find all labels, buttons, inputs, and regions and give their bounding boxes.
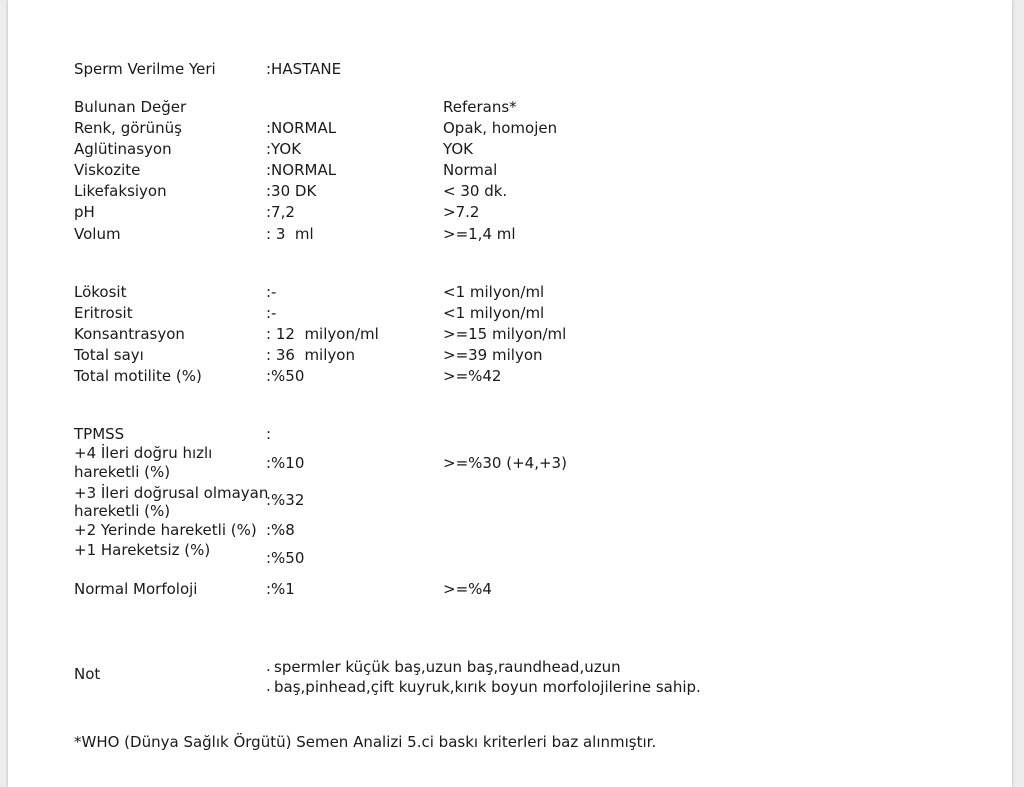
row-reference: Normal bbox=[443, 161, 498, 179]
grade1-label: +1 Hareketsiz (%) bbox=[74, 541, 211, 559]
row-label: Konsantrasyon bbox=[74, 325, 185, 343]
row-reference: >=39 milyon bbox=[443, 346, 543, 364]
row-reference: < 30 dk. bbox=[443, 182, 508, 200]
row-label: Eritrosit bbox=[74, 304, 133, 322]
row-value: :NORMAL bbox=[266, 161, 337, 179]
grade3-label-line1: +3 İleri doğrusal olmayan bbox=[74, 484, 269, 502]
row-value: : 36 milyon bbox=[266, 346, 355, 364]
grade2-value: :%8 bbox=[266, 521, 295, 539]
row-reference: >7.2 bbox=[443, 203, 480, 221]
document-page bbox=[8, 0, 1012, 787]
note-label: Not bbox=[74, 665, 101, 683]
grade4-reference: >=%30 (+4,+3) bbox=[443, 454, 567, 472]
row-value: :7,2 bbox=[266, 203, 295, 221]
grade4-value: :%10 bbox=[266, 454, 305, 472]
row-label: Total motilite (%) bbox=[74, 367, 202, 385]
row-reference: YOK bbox=[443, 140, 473, 158]
tpmss-value: : bbox=[266, 425, 272, 443]
row-reference: <1 milyon/ml bbox=[443, 304, 545, 322]
row-label: Aglütinasyon bbox=[74, 140, 172, 158]
row-reference: Opak, homojen bbox=[443, 119, 558, 137]
row-value: : 3 ml bbox=[266, 225, 314, 243]
footnote: *WHO (Dünya Sağlık Örgütü) Semen Analizi 5.ci baskı kriterleri baz alınmıştır. bbox=[74, 733, 657, 751]
grade3-value: :%32 bbox=[266, 491, 305, 509]
row-value: :%50 bbox=[266, 367, 305, 385]
row-label: Volum bbox=[74, 225, 121, 243]
note-text: spermler küçük baş,uzun baş,raundhead,uzun baş,pinhead,çift kuyruk,kırık boyun morfolojilerine sahip. bbox=[274, 658, 701, 696]
found-value-header: Bulunan Değer bbox=[74, 98, 187, 116]
grade2-label: +2 Yerinde hareketli (%) bbox=[74, 521, 257, 539]
row-reference: <1 milyon/ml bbox=[443, 283, 545, 301]
grade3-label-line2: hareketli (%) bbox=[74, 502, 171, 520]
row-value: :- bbox=[266, 304, 277, 322]
morphology-label: Normal Morfoloji bbox=[74, 580, 198, 598]
row-label: Total sayı bbox=[74, 346, 144, 364]
morphology-value: :%1 bbox=[266, 580, 295, 598]
row-label: Viskozite bbox=[74, 161, 141, 179]
grade4-label-line2: hareketli (%) bbox=[74, 463, 171, 481]
row-value: :- bbox=[266, 283, 277, 301]
row-value: :YOK bbox=[266, 140, 302, 158]
note-colon: . . bbox=[266, 657, 271, 695]
row-label: Likefaksiyon bbox=[74, 182, 167, 200]
morphology-reference: >=%4 bbox=[443, 580, 492, 598]
grade1-value: :%50 bbox=[266, 549, 305, 567]
row-value: :30 DK bbox=[266, 182, 317, 200]
row-label: Lökosit bbox=[74, 283, 127, 301]
row-label: Renk, görünüş bbox=[74, 119, 182, 137]
tpmss-label: TPMSS bbox=[74, 425, 125, 443]
row-reference: >=1,4 ml bbox=[443, 225, 516, 243]
row-reference: >=15 milyon/ml bbox=[443, 325, 567, 343]
reference-header: Referans* bbox=[443, 98, 517, 116]
row-value: :NORMAL bbox=[266, 119, 337, 137]
row-label: pH bbox=[74, 203, 95, 221]
row-value: : 12 milyon/ml bbox=[266, 325, 379, 343]
place-label: Sperm Verilme Yeri bbox=[74, 60, 216, 78]
place-value: :HASTANE bbox=[266, 60, 342, 78]
grade4-label-line1: +4 İleri doğru hızlı bbox=[74, 444, 213, 462]
row-reference: >=%42 bbox=[443, 367, 502, 385]
